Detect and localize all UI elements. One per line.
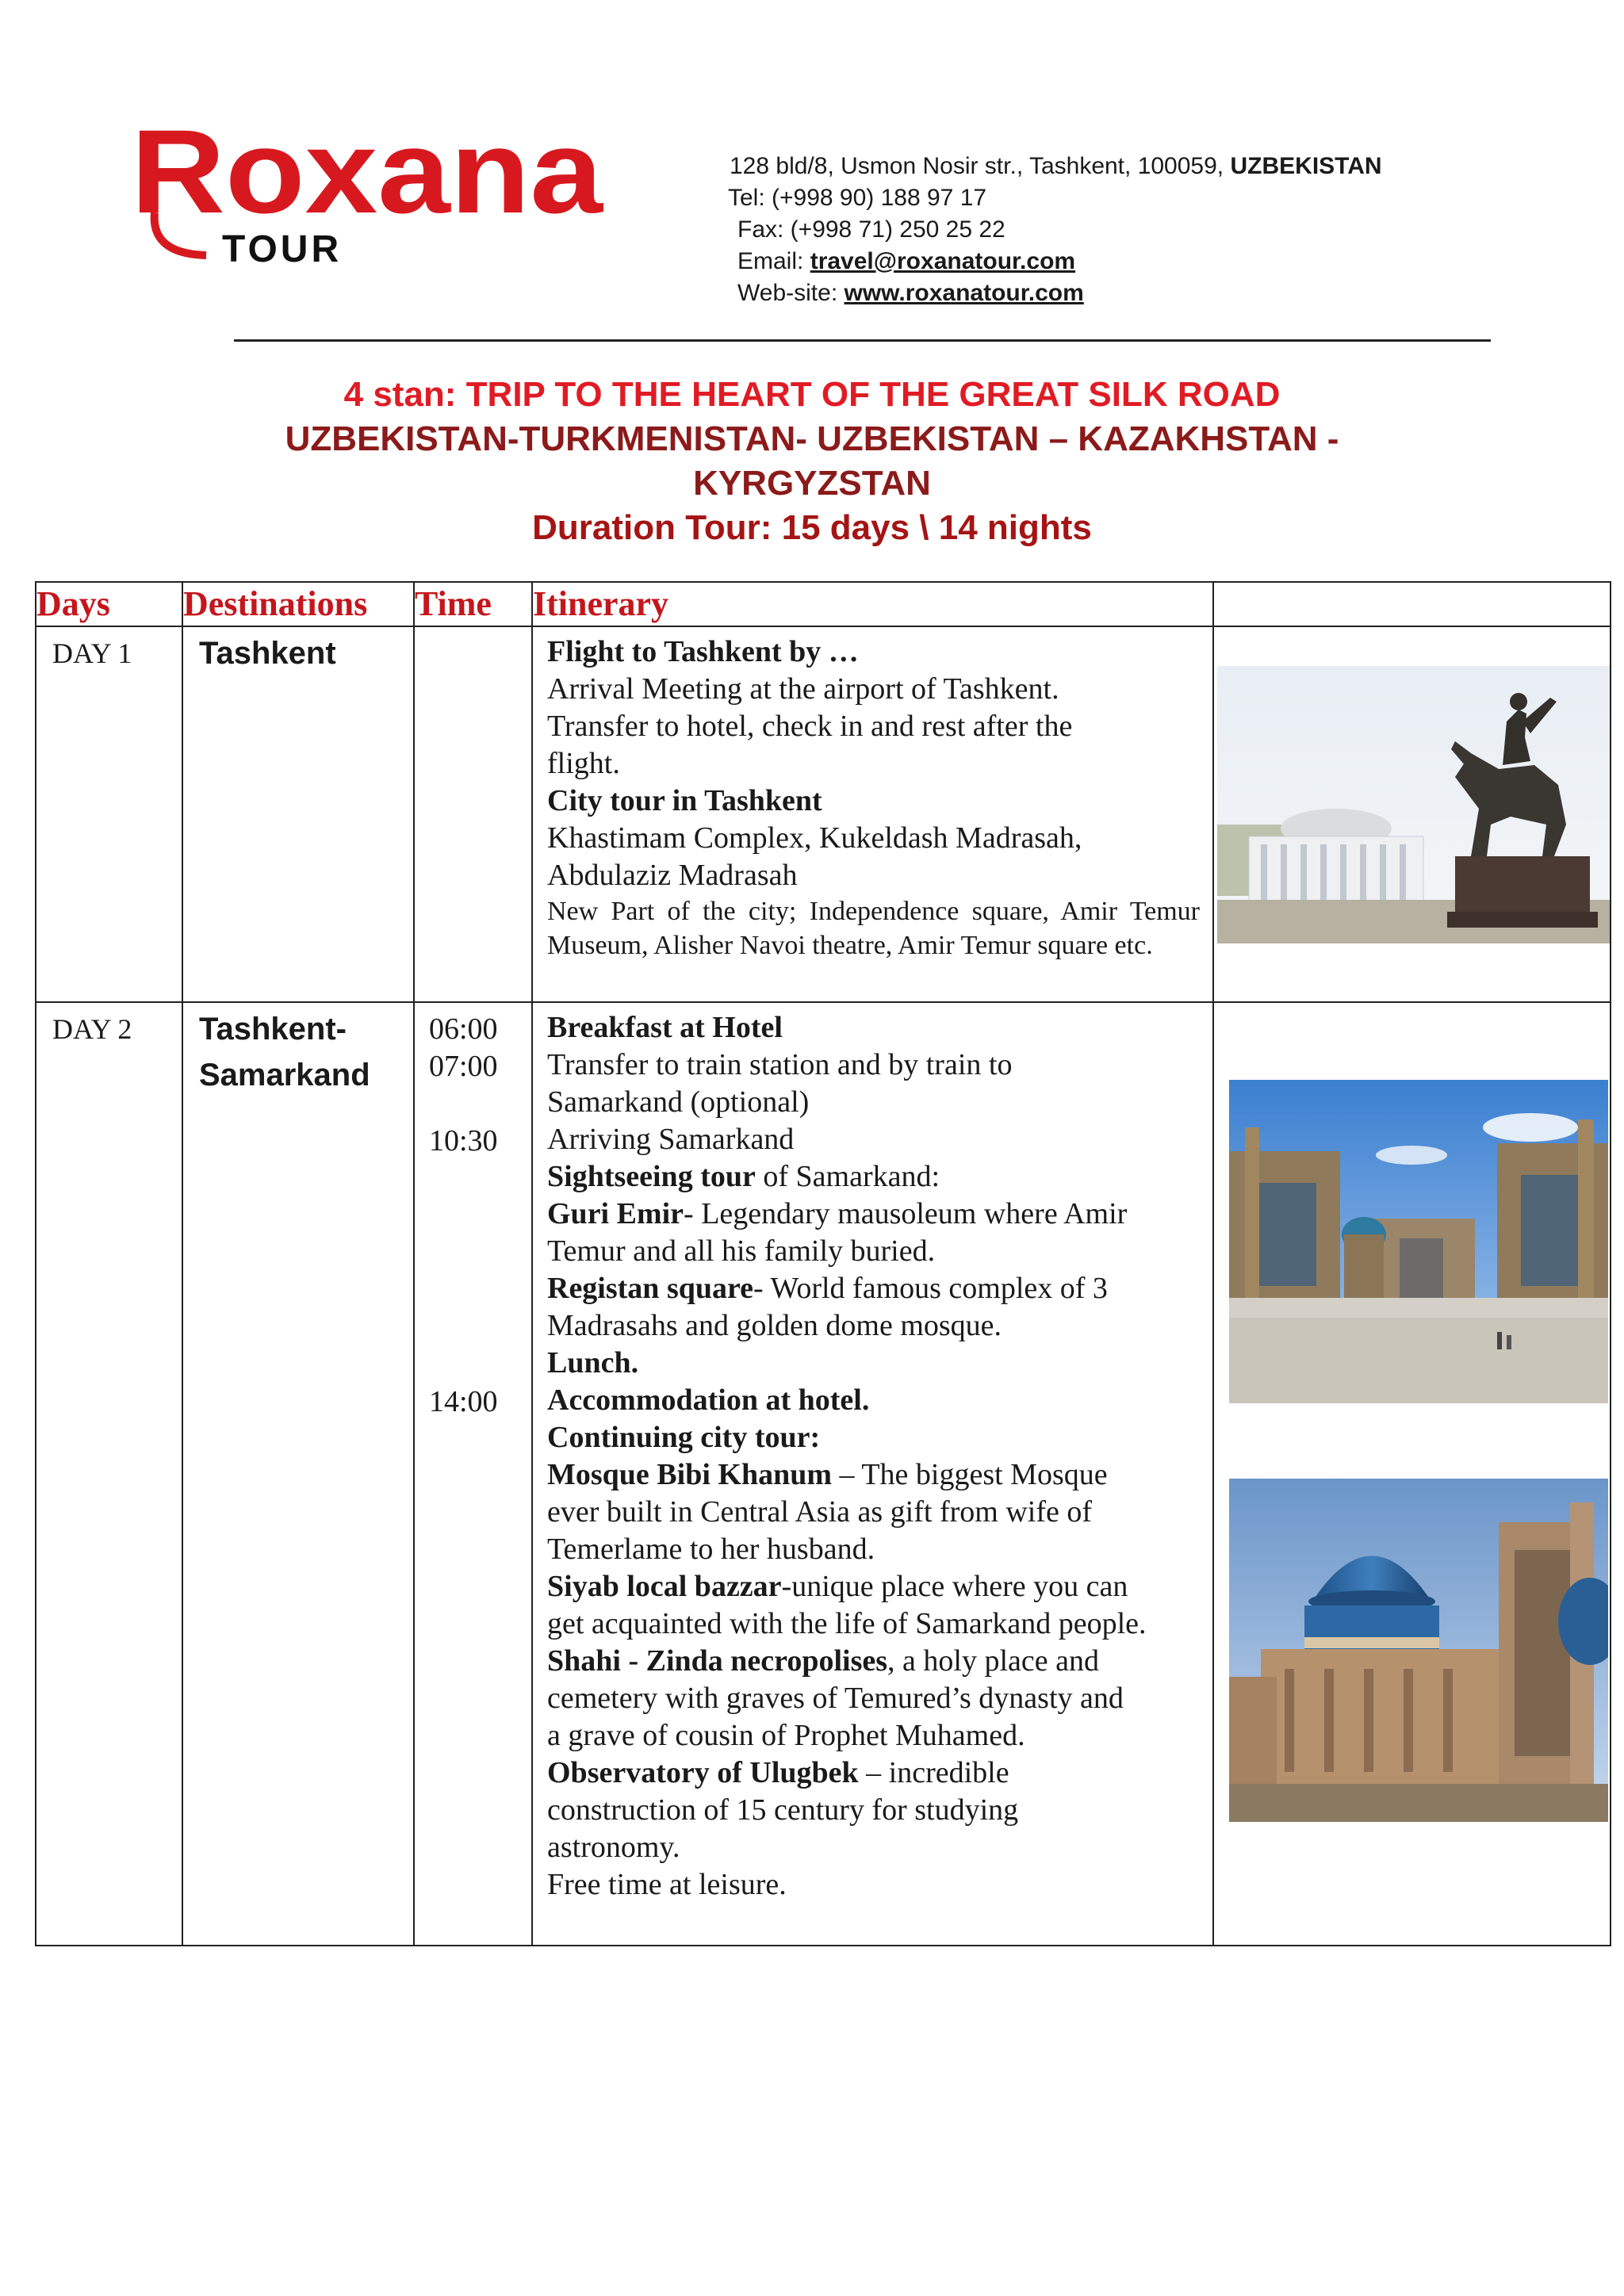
tour-title-block <box>0 373 1624 550</box>
header-itinerary: Itinerary <box>532 582 1213 626</box>
tour-title: 4 stan: TRIP TO THE HEART OF THE GREAT SILK ROAD <box>343 375 1281 414</box>
header-time: Time <box>414 582 532 626</box>
email-line: Email: travel@roxanatour.com <box>737 248 1076 274</box>
website-link[interactable]: www.roxanatour.com <box>844 280 1084 306</box>
header-divider <box>234 339 1491 342</box>
fax-line: Fax: (+998 71) 250 25 22 <box>737 216 1005 243</box>
tour-countries-line2: KYRGYZSTAN <box>693 464 931 503</box>
itinerary-day1: Flight to Tashkent by … Arrival Meeting at the airport of Tashkent. Transfer to hotel, check in and rest after the flight. City tour in Tashkent Khastimam Complex, Kukeldash Madrasah, Abdulaziz Madrasah New Part of the city; Independence square, Amir Temur Museum, Alisher Navoi theatre, Amir Temur square etc. <box>547 635 1200 960</box>
header-destinations: Destinations <box>182 582 414 626</box>
tel-line: Tel: (+998 90) 188 97 17 <box>728 185 987 211</box>
day-label: DAY 2 <box>52 1013 132 1045</box>
registan-square-photo <box>1229 1080 1608 1403</box>
time-column: 06:00 07:00 10:30 14:00 <box>429 1012 498 1418</box>
header-days: Days <box>36 582 182 626</box>
svg-text:Roxana: Roxana <box>131 119 604 238</box>
web-line: Web-site: www.roxanatour.com <box>737 280 1084 306</box>
table-header-row <box>36 582 1611 626</box>
svg-text:TOUR: TOUR <box>222 228 343 270</box>
amir-temur-monument-photo <box>1217 666 1610 943</box>
contact-block <box>730 151 1382 309</box>
address-line: 128 bld/8, Usmon Nosir str., Tashkent, 100059, UZBEKISTAN <box>730 153 1382 179</box>
day-label: DAY 1 <box>52 637 132 669</box>
destination: Tashkent- Samarkand <box>199 1012 370 1093</box>
itinerary-day2: Breakfast at Hotel Transfer to train station and by train to Samarkand (optional) Arriving Samarkand Sightseeing tour of Samarkand: Guri Emir- Legendary mausoleum where Amir Temur and all his family buried. Registan square- World famous complex of 3 Madrasahs and golden dome mosque. Lunch. Accommodation at hotel. Continuing city tour: Mosque Bibi Khanum – The biggest Mosque ever built in Central Asia as gift from wife of Temerlame to her husband. Siyab local bazzar-unique place where you can get acquainted with the life of Samarkand people. Shahi - Zinda necropolises, a holy place and cemetery with graves of Temured’s dynasty and a grave of cousin of Prophet Muhamed. Observatory of Ulugbek – incredible construction of 15 century for studying astronomy. Free time at leisure. <box>547 1011 1147 1901</box>
header-photo <box>1213 582 1611 626</box>
tour-countries-line1: UZBEKISTAN-TURKMENISTAN- UZBEKISTAN – KAZAKHSTAN - <box>285 419 1339 458</box>
tour-duration: Duration Tour: 15 days \ 14 nights <box>532 508 1092 547</box>
roxana-tour-logo <box>131 119 607 270</box>
country-label: UZBEKISTAN <box>1230 153 1382 179</box>
bibi-khanum-mosque-photo <box>1229 1479 1608 1822</box>
email-link[interactable]: travel@roxanatour.com <box>810 248 1076 274</box>
destination: Tashkent <box>199 636 336 671</box>
